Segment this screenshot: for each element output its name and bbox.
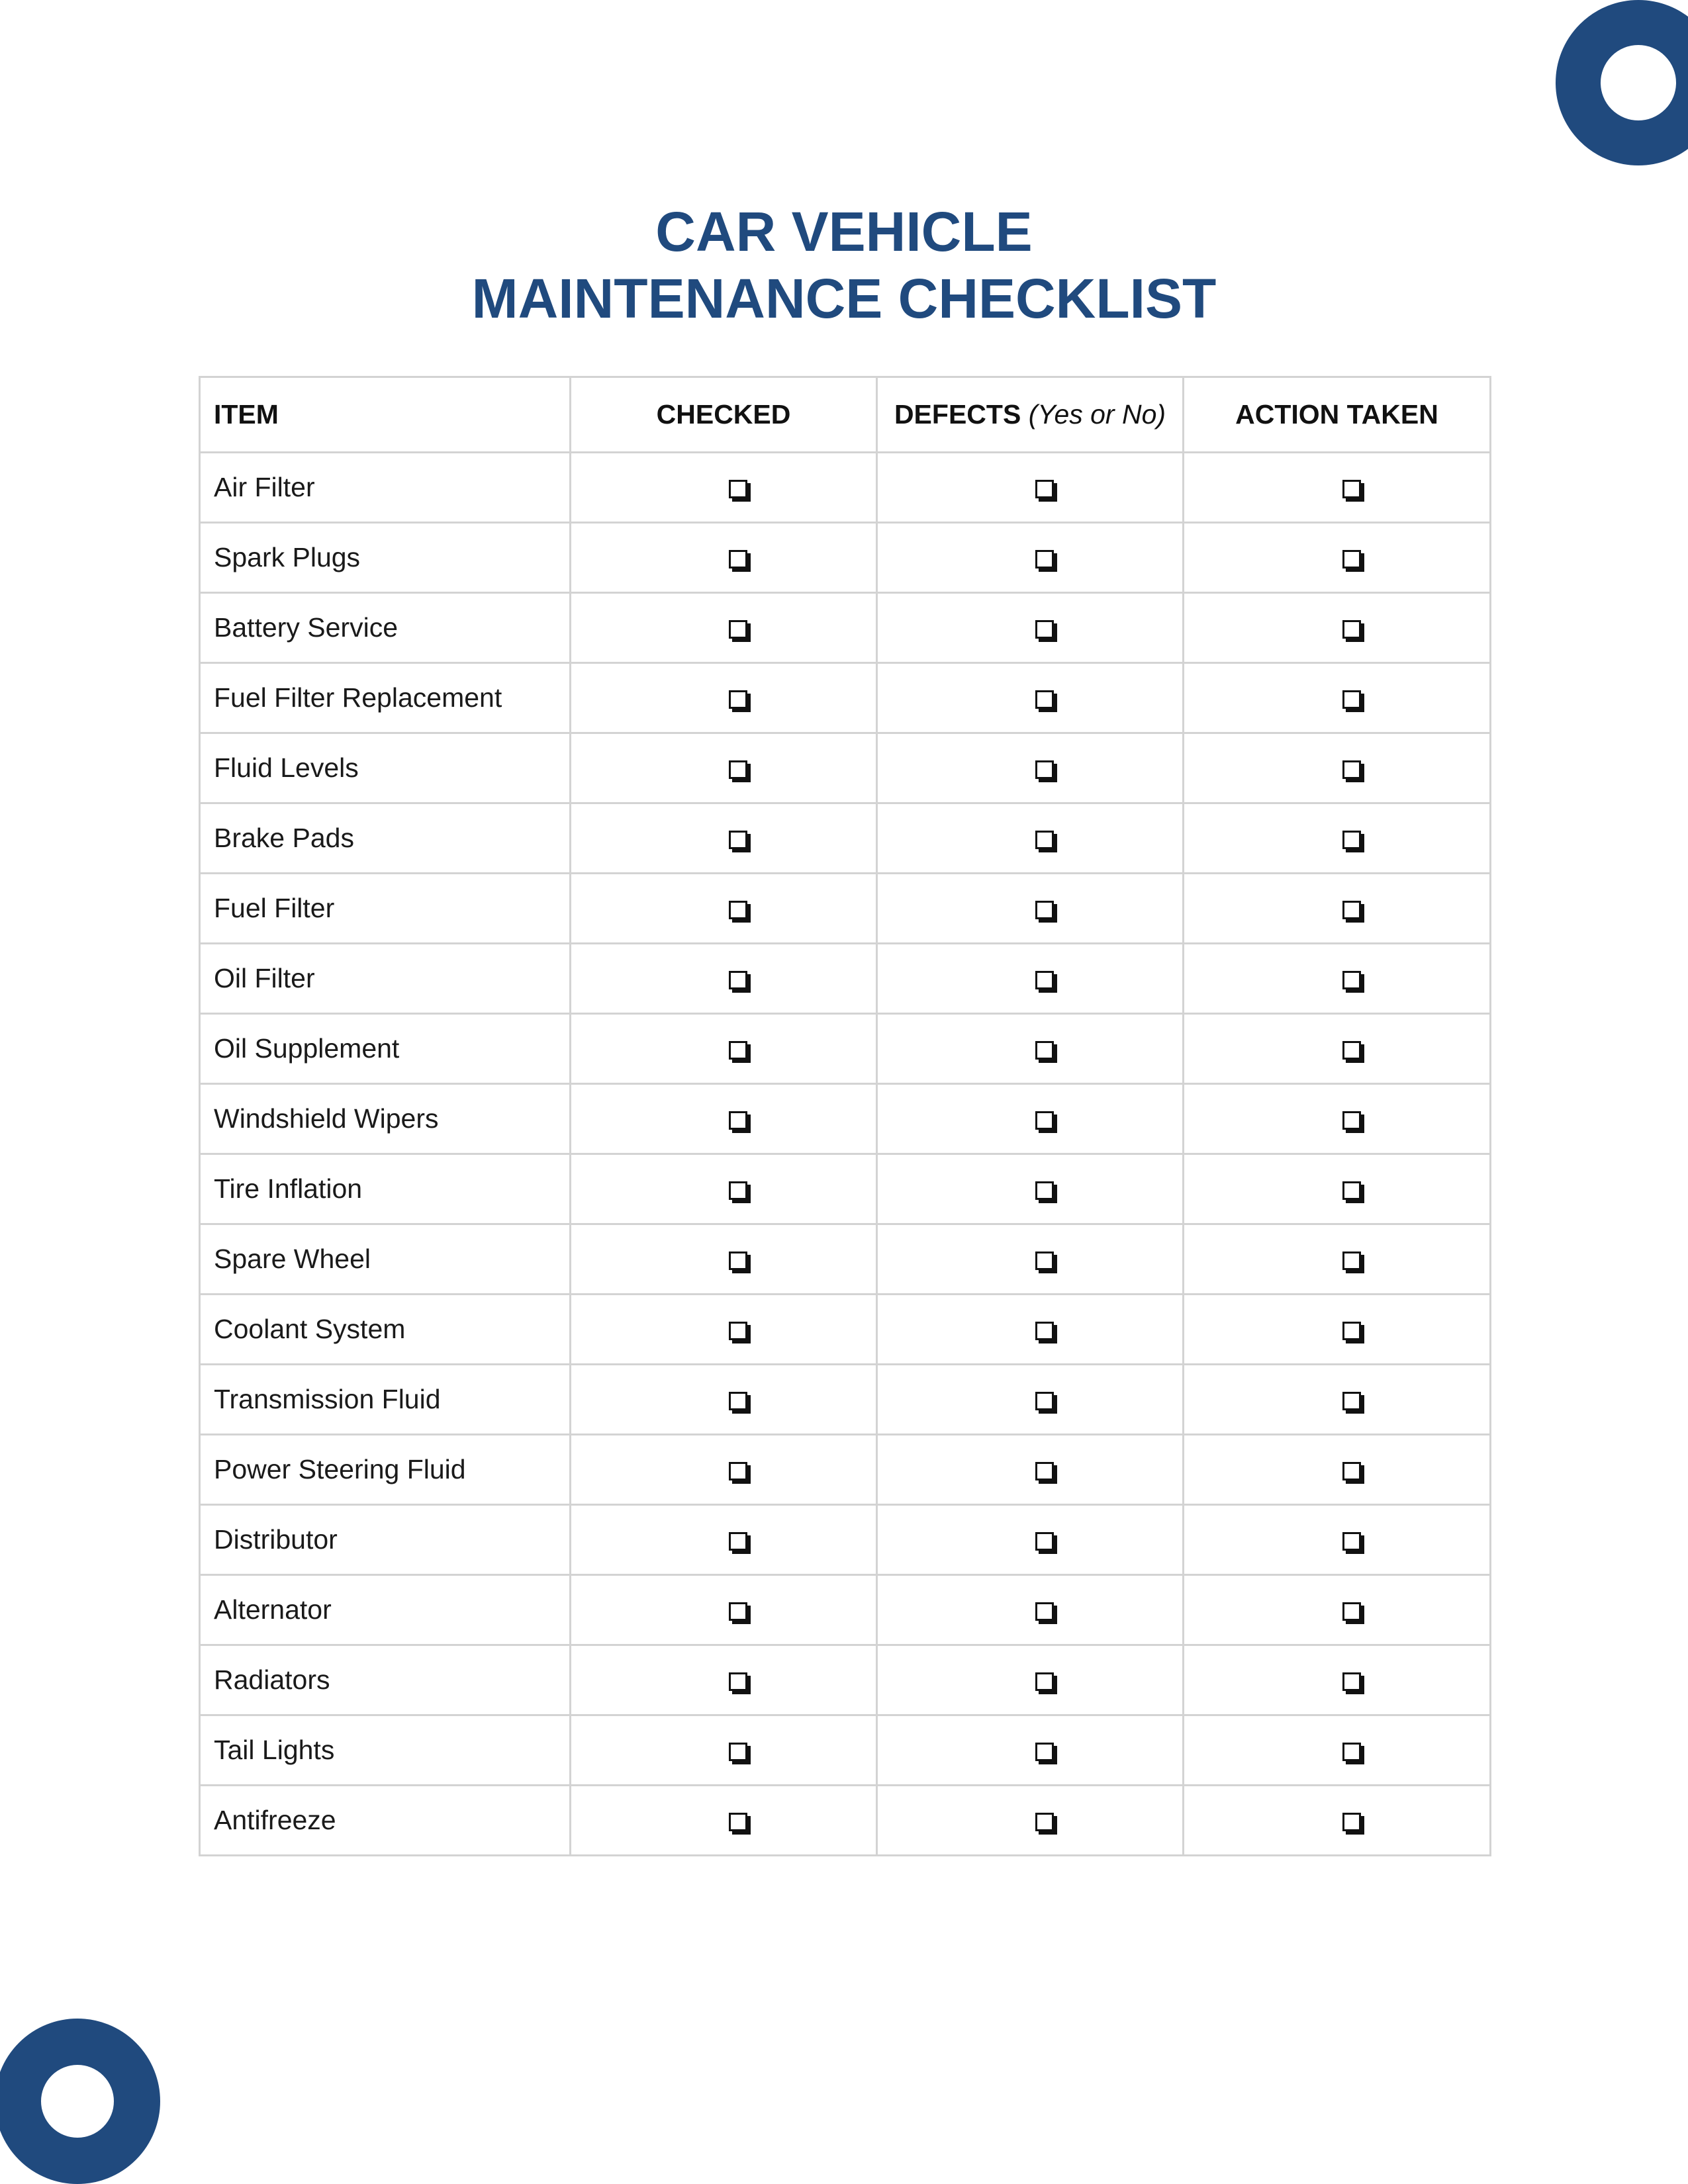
action-taken-checkbox-icon[interactable] xyxy=(1342,1462,1361,1480)
defects-cell xyxy=(877,1715,1184,1786)
item-name: Fuel Filter Replacement xyxy=(200,663,571,733)
action-taken-cell xyxy=(1184,1786,1491,1856)
action-taken-cell xyxy=(1184,733,1491,803)
table-row xyxy=(200,1575,1491,1645)
defects-checkbox-icon[interactable] xyxy=(1035,971,1054,989)
item-name: Coolant System xyxy=(200,1295,571,1365)
title-line-2: MAINTENANCE CHECKLIST xyxy=(471,267,1217,330)
defects-checkbox-icon[interactable] xyxy=(1035,620,1054,639)
table-row xyxy=(200,1295,1491,1365)
checked-cell xyxy=(571,1786,877,1856)
table-row xyxy=(200,1786,1491,1856)
item-name: Antifreeze xyxy=(200,1786,571,1856)
action-taken-cell xyxy=(1184,944,1491,1014)
action-taken-checkbox-icon[interactable] xyxy=(1342,620,1361,639)
action-taken-checkbox-icon[interactable] xyxy=(1342,1672,1361,1691)
action-taken-checkbox-icon[interactable] xyxy=(1342,690,1361,709)
action-taken-checkbox-icon[interactable] xyxy=(1342,480,1361,498)
action-taken-cell xyxy=(1184,874,1491,944)
item-name: Fuel Filter xyxy=(200,874,571,944)
checked-checkbox-icon[interactable] xyxy=(729,1672,747,1691)
defects-checkbox-icon[interactable] xyxy=(1035,1322,1054,1340)
action-taken-checkbox-icon[interactable] xyxy=(1342,1111,1361,1130)
table-row xyxy=(200,1224,1491,1295)
table-row xyxy=(200,733,1491,803)
table-header-row xyxy=(200,377,1491,453)
action-taken-cell xyxy=(1184,1645,1491,1715)
defects-cell xyxy=(877,1154,1184,1224)
checked-checkbox-icon[interactable] xyxy=(729,1251,747,1270)
action-taken-cell xyxy=(1184,1014,1491,1084)
defects-cell xyxy=(877,1435,1184,1505)
item-name: Windshield Wipers xyxy=(200,1084,571,1154)
item-name: Tire Inflation xyxy=(200,1154,571,1224)
table-row xyxy=(200,523,1491,593)
action-taken-checkbox-icon[interactable] xyxy=(1342,901,1361,919)
action-taken-checkbox-icon[interactable] xyxy=(1342,1181,1361,1200)
item-name: Oil Filter xyxy=(200,944,571,1014)
defects-cell xyxy=(877,663,1184,733)
item-name: Air Filter xyxy=(200,453,571,523)
defects-checkbox-icon[interactable] xyxy=(1035,550,1054,569)
table-row xyxy=(200,1365,1491,1435)
checked-checkbox-icon[interactable] xyxy=(729,1041,747,1060)
checked-checkbox-icon[interactable] xyxy=(729,690,747,709)
defects-cell xyxy=(877,1786,1184,1856)
action-taken-checkbox-icon[interactable] xyxy=(1342,1041,1361,1060)
checked-checkbox-icon[interactable] xyxy=(729,831,747,849)
header-item: ITEM xyxy=(200,377,571,453)
defects-checkbox-icon[interactable] xyxy=(1035,1813,1054,1831)
action-taken-checkbox-icon[interactable] xyxy=(1342,1392,1361,1410)
checklist-body xyxy=(200,453,1491,1856)
table-row xyxy=(200,1715,1491,1786)
table-row xyxy=(200,1154,1491,1224)
action-taken-checkbox-icon[interactable] xyxy=(1342,1813,1361,1831)
checked-cell xyxy=(571,453,877,523)
table-row xyxy=(200,593,1491,663)
checked-cell xyxy=(571,1715,877,1786)
header-checked: CHECKED xyxy=(571,377,877,453)
table-row xyxy=(200,1435,1491,1505)
checked-cell xyxy=(571,523,877,593)
checked-checkbox-icon[interactable] xyxy=(729,760,747,779)
checked-cell xyxy=(571,1575,877,1645)
defects-cell xyxy=(877,453,1184,523)
defects-checkbox-icon[interactable] xyxy=(1035,1672,1054,1691)
defects-checkbox-icon[interactable] xyxy=(1035,760,1054,779)
defects-cell xyxy=(877,523,1184,593)
action-taken-checkbox-icon[interactable] xyxy=(1342,760,1361,779)
action-taken-checkbox-icon[interactable] xyxy=(1342,831,1361,849)
checked-checkbox-icon[interactable] xyxy=(729,901,747,919)
action-taken-checkbox-icon[interactable] xyxy=(1342,1532,1361,1551)
checked-checkbox-icon[interactable] xyxy=(729,480,747,498)
action-taken-cell xyxy=(1184,1575,1491,1645)
checked-checkbox-icon[interactable] xyxy=(729,1602,747,1621)
defects-cell xyxy=(877,1365,1184,1435)
table-row xyxy=(200,1505,1491,1575)
item-name: Alternator xyxy=(200,1575,571,1645)
title-line-1: CAR VEHICLE xyxy=(655,201,1033,263)
defects-cell xyxy=(877,1295,1184,1365)
checked-checkbox-icon[interactable] xyxy=(729,620,747,639)
header-action-taken: ACTION TAKEN xyxy=(1184,377,1491,453)
defects-checkbox-icon[interactable] xyxy=(1035,1743,1054,1761)
checked-checkbox-icon[interactable] xyxy=(729,1392,747,1410)
checked-checkbox-icon[interactable] xyxy=(729,1462,747,1480)
item-name: Brake Pads xyxy=(200,803,571,874)
table-row xyxy=(200,1645,1491,1715)
checked-checkbox-icon[interactable] xyxy=(729,550,747,569)
defects-cell xyxy=(877,874,1184,944)
item-name: Fluid Levels xyxy=(200,733,571,803)
defects-checkbox-icon[interactable] xyxy=(1035,1602,1054,1621)
checked-cell xyxy=(571,1645,877,1715)
defects-checkbox-icon[interactable] xyxy=(1035,901,1054,919)
defects-checkbox-icon[interactable] xyxy=(1035,1251,1054,1270)
checked-checkbox-icon[interactable] xyxy=(729,1322,747,1340)
action-taken-cell xyxy=(1184,1084,1491,1154)
action-taken-cell xyxy=(1184,523,1491,593)
defects-cell xyxy=(877,1645,1184,1715)
checked-cell xyxy=(571,874,877,944)
action-taken-checkbox-icon[interactable] xyxy=(1342,1251,1361,1270)
checked-cell xyxy=(571,663,877,733)
checked-cell xyxy=(571,1365,877,1435)
action-taken-cell xyxy=(1184,1365,1491,1435)
item-name: Transmission Fluid xyxy=(200,1365,571,1435)
action-taken-cell xyxy=(1184,663,1491,733)
checked-cell xyxy=(571,1084,877,1154)
defects-checkbox-icon[interactable] xyxy=(1035,831,1054,849)
defects-cell xyxy=(877,1505,1184,1575)
defects-checkbox-icon[interactable] xyxy=(1035,1111,1054,1130)
action-taken-cell xyxy=(1184,593,1491,663)
page-title xyxy=(0,199,1688,332)
header-defects-label: DEFECTS xyxy=(894,399,1021,430)
defects-cell xyxy=(877,944,1184,1014)
checked-cell xyxy=(571,1435,877,1505)
maintenance-checklist-table xyxy=(199,376,1491,1856)
header-defects-note: (Yes or No) xyxy=(1028,399,1166,430)
action-taken-checkbox-icon[interactable] xyxy=(1342,971,1361,989)
action-taken-checkbox-icon[interactable] xyxy=(1342,1743,1361,1761)
item-name: Oil Supplement xyxy=(200,1014,571,1084)
action-taken-cell xyxy=(1184,803,1491,874)
decorative-ring-bottom-left xyxy=(0,2019,160,2184)
action-taken-checkbox-icon[interactable] xyxy=(1342,550,1361,569)
checked-checkbox-icon[interactable] xyxy=(729,1111,747,1130)
table-row xyxy=(200,1084,1491,1154)
action-taken-cell xyxy=(1184,1435,1491,1505)
header-defects xyxy=(877,377,1184,453)
defects-cell xyxy=(877,1224,1184,1295)
action-taken-checkbox-icon[interactable] xyxy=(1342,1322,1361,1340)
defects-checkbox-icon[interactable] xyxy=(1035,1041,1054,1060)
defects-checkbox-icon[interactable] xyxy=(1035,1462,1054,1480)
checked-cell xyxy=(571,803,877,874)
checked-cell xyxy=(571,1014,877,1084)
action-taken-cell xyxy=(1184,1715,1491,1786)
item-name: Distributor xyxy=(200,1505,571,1575)
table-row xyxy=(200,1014,1491,1084)
item-name: Power Steering Fluid xyxy=(200,1435,571,1505)
checked-cell xyxy=(571,1295,877,1365)
decorative-ring-top-right xyxy=(1556,0,1688,165)
action-taken-cell xyxy=(1184,1505,1491,1575)
defects-cell xyxy=(877,1575,1184,1645)
checked-checkbox-icon[interactable] xyxy=(729,1743,747,1761)
item-name: Spark Plugs xyxy=(200,523,571,593)
action-taken-cell xyxy=(1184,453,1491,523)
defects-checkbox-icon[interactable] xyxy=(1035,1181,1054,1200)
table-row xyxy=(200,663,1491,733)
item-name: Spare Wheel xyxy=(200,1224,571,1295)
table-row xyxy=(200,453,1491,523)
table-row xyxy=(200,944,1491,1014)
checked-cell xyxy=(571,944,877,1014)
item-name: Battery Service xyxy=(200,593,571,663)
item-name: Radiators xyxy=(200,1645,571,1715)
checked-checkbox-icon[interactable] xyxy=(729,971,747,989)
action-taken-cell xyxy=(1184,1154,1491,1224)
checked-cell xyxy=(571,1505,877,1575)
defects-checkbox-icon[interactable] xyxy=(1035,1392,1054,1410)
checked-cell xyxy=(571,1154,877,1224)
table-row xyxy=(200,874,1491,944)
checked-cell xyxy=(571,1224,877,1295)
action-taken-cell xyxy=(1184,1224,1491,1295)
defects-cell xyxy=(877,593,1184,663)
checked-checkbox-icon[interactable] xyxy=(729,1181,747,1200)
action-taken-cell xyxy=(1184,1295,1491,1365)
checked-cell xyxy=(571,593,877,663)
checked-cell xyxy=(571,733,877,803)
checked-checkbox-icon[interactable] xyxy=(729,1813,747,1831)
defects-cell xyxy=(877,733,1184,803)
action-taken-checkbox-icon[interactable] xyxy=(1342,1602,1361,1621)
table-row xyxy=(200,803,1491,874)
defects-cell xyxy=(877,803,1184,874)
defects-cell xyxy=(877,1084,1184,1154)
defects-checkbox-icon[interactable] xyxy=(1035,480,1054,498)
defects-checkbox-icon[interactable] xyxy=(1035,690,1054,709)
defects-checkbox-icon[interactable] xyxy=(1035,1532,1054,1551)
item-name: Tail Lights xyxy=(200,1715,571,1786)
defects-cell xyxy=(877,1014,1184,1084)
checked-checkbox-icon[interactable] xyxy=(729,1532,747,1551)
